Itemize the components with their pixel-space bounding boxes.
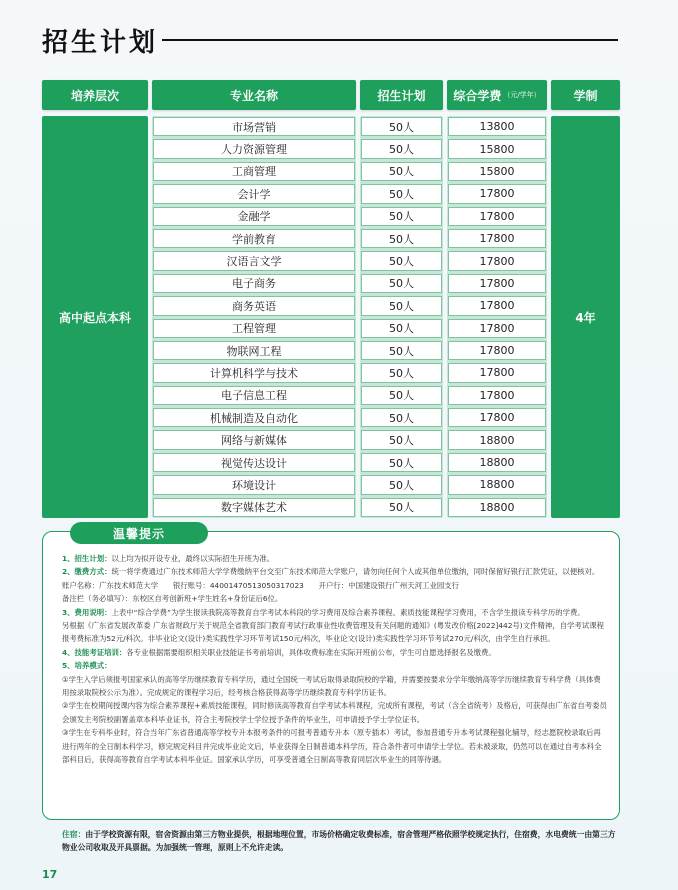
header-major: 专业名称 xyxy=(152,80,356,110)
plan-cell: 50人 xyxy=(361,117,442,136)
fee-cell: 18800 xyxy=(448,475,546,494)
plan-cell: 50人 xyxy=(361,229,442,248)
header-fee-unit: （元/学年） xyxy=(503,91,541,99)
accommodation-note-lead: 住宿： xyxy=(62,830,86,839)
plan-cell: 50人 xyxy=(361,274,442,293)
notice-item-head: 3、费用说明： xyxy=(62,607,112,617)
notice-item xyxy=(62,565,608,578)
plan-column xyxy=(360,116,443,518)
notice-item xyxy=(62,673,608,700)
fee-cell: 17800 xyxy=(448,251,546,270)
header-level: 培养层次 xyxy=(42,80,148,110)
notice-item xyxy=(62,592,608,605)
notice-item-text: 统一将学费通过广东技术师范大学学费缴纳平台交至广东技术师范大学账户，请勿向任何个人或其他单位缴纳，同时保留好银行汇款凭证，以便核对。 xyxy=(111,567,600,577)
fee-cell: 17800 xyxy=(448,229,546,248)
major-cell: 计算机科学与技术 xyxy=(153,363,355,382)
plan-cell: 50人 xyxy=(361,430,442,449)
plan-cell: 50人 xyxy=(361,296,442,315)
fee-cell: 17800 xyxy=(448,319,546,338)
fee-cell: 17800 xyxy=(448,274,546,293)
plan-cell: 50人 xyxy=(361,475,442,494)
notice-item-head: 4、技能考证培训： xyxy=(62,647,127,657)
title-divider xyxy=(162,39,618,41)
header-fee xyxy=(447,80,547,110)
notice-item-text: 上表中“综合学费”为学生报读我院高等教育自学考试本科段的学习费用及综合素养课程、素质技能课程学习费用，不含学生报读专科学历的学费。 xyxy=(111,607,585,617)
notice-item-head: 2、缴费方式： xyxy=(62,567,112,577)
notice-title: 温馨提示 xyxy=(70,522,208,544)
notice-item xyxy=(62,579,608,592)
plan-cell: 50人 xyxy=(361,319,442,338)
major-cell: 网络与新媒体 xyxy=(153,430,355,449)
accommodation-note xyxy=(62,828,622,854)
plan-cell: 50人 xyxy=(361,207,442,226)
notice-item-text: 各专业根据需要组织相关职业技能证书考前培训，具体收费标准在实际开班前公布，学生可自愿选择报名及缴费。 xyxy=(126,647,496,657)
plan-cell: 50人 xyxy=(361,408,442,427)
major-cell: 工商管理 xyxy=(153,162,355,181)
fee-cell: 17800 xyxy=(448,386,546,405)
major-cell: 物联网工程 xyxy=(153,341,355,360)
plan-cell: 50人 xyxy=(361,162,442,181)
major-cell: 电子商务 xyxy=(153,274,355,293)
notice-item xyxy=(62,659,608,672)
plan-cell: 50人 xyxy=(361,251,442,270)
major-cell: 会计学 xyxy=(153,184,355,203)
fee-cell: 17800 xyxy=(448,207,546,226)
notice-item xyxy=(62,619,608,646)
plan-cell: 50人 xyxy=(361,341,442,360)
notice-item xyxy=(62,726,608,766)
notice-item-text: 以上均为拟开设专业，最终以实际招生开班为准。 xyxy=(111,554,275,563)
major-cell: 环境设计 xyxy=(153,475,355,494)
plan-cell: 50人 xyxy=(361,498,442,517)
fee-cell: 18800 xyxy=(448,498,546,517)
major-cell: 金融学 xyxy=(153,207,355,226)
major-cell: 电子信息工程 xyxy=(153,386,355,405)
notice-item-text: ②学生在校期间授课内容为综合素养课程+素质技能课程，同时修读高等教育自学考试本科课程，完成所有课程，考试（含全省统考）及格后，可获得由广东省自考委员会颁发主考院校副署盖章本科毕业证书，符合主考院校学士学位授予条件的毕业生，可申请授予学士学位证书。 xyxy=(62,701,607,724)
fee-cell: 13800 xyxy=(448,117,546,136)
major-cell: 商务英语 xyxy=(153,296,355,315)
enrollment-table xyxy=(42,80,620,518)
header-plan: 招生计划 xyxy=(360,80,443,110)
notice-item-text: 账户名称：广东技术师范大学 银行账号：44001470513050317023 开户行：中国建设银行广州天河工业园支行 xyxy=(62,580,460,590)
major-cell: 工程管理 xyxy=(153,319,355,338)
page-title: 招生计划 xyxy=(42,28,159,58)
fee-cell: 17800 xyxy=(448,296,546,315)
major-cell: 机械制造及自动化 xyxy=(153,408,355,427)
plan-cell: 50人 xyxy=(361,363,442,382)
notice-item-head: 5、培养模式： xyxy=(62,661,112,671)
notice-body xyxy=(62,552,608,767)
accommodation-note-text: 由于学校资源有限，宿舍资源由第三方物业提供，根据地理位置，市场价格确定收费标准，宿舍管理严格依照学校规定执行，住宿费，水电费统一由第三方物业公司收取及开具票据。为加强统一管理，原则上不允许走读。 xyxy=(62,830,616,852)
fee-cell: 15800 xyxy=(448,139,546,158)
fee-cell: 17800 xyxy=(448,184,546,203)
major-cell: 数字媒体艺术 xyxy=(153,498,355,517)
notice-item xyxy=(62,646,608,659)
fee-cell: 18800 xyxy=(448,430,546,449)
fee-cell: 17800 xyxy=(448,408,546,427)
fee-column xyxy=(447,116,547,518)
notice-item xyxy=(62,699,608,726)
notice-item-text: ①学生入学后须报考国家承认的高等学历继续教育专科学历，通过全国统一考试后取得录取院校的学籍，并需要按要求分学年缴纳高等学历继续教育专科学费（具体费用按录取院校公示为准）。完成规定的课程学习后，经考核合格获得高等学历继续教育专科学历证书。 xyxy=(62,674,601,698)
header-fee-label: 综合学费 xyxy=(453,88,502,103)
fee-cell: 17800 xyxy=(448,341,546,360)
fee-cell: 15800 xyxy=(448,162,546,181)
fee-cell: 18800 xyxy=(448,453,546,472)
page-number: 17 xyxy=(42,868,58,881)
major-cell: 学前教育 xyxy=(153,229,355,248)
header-duration: 学制 xyxy=(551,80,620,110)
notice-item-text: 备注栏（务必填写）：东校区自考创新班+学生姓名+身份证后6位。 xyxy=(62,594,283,604)
plan-cell: 50人 xyxy=(361,386,442,405)
major-cell: 市场营销 xyxy=(153,117,355,136)
plan-cell: 50人 xyxy=(361,453,442,472)
level-cell: 高中起点本科 xyxy=(42,116,148,518)
major-cell: 人力资源管理 xyxy=(153,139,355,158)
notice-item-head: 1、招生计划： xyxy=(62,554,112,563)
major-column xyxy=(152,116,356,518)
notice-item xyxy=(62,606,608,619)
major-cell: 汉语言文学 xyxy=(153,251,355,270)
plan-cell: 50人 xyxy=(361,184,442,203)
duration-cell: 4年 xyxy=(551,116,620,518)
notice-item xyxy=(62,552,608,565)
notice-item-text: ③学生在专科毕业时，符合当年广东省普通高等学校专升本报考条件的可报考普通专升本（原专插本）考试，参加普通专升本考试课程强化辅导，经志愿院校录取后再进行两年的全日制本科学习，修完规定科目并完成毕业论文后，毕业获得全日制普通本科学历，符合条件者可申请学士学位。若未被录取，仍然可以在通过自考本科全部科目后，获得高等教育自学考试本科毕业证。国家承认学历，可享受普通全日制高等教育同层次毕业生的同等待遇。 xyxy=(62,728,602,765)
plan-cell: 50人 xyxy=(361,139,442,158)
major-cell: 视觉传达设计 xyxy=(153,453,355,472)
fee-cell: 17800 xyxy=(448,363,546,382)
notice-item-text: 另根据《广东省发展改革委 广东省财政厅关于规范全省教育部门教育考试行政事业性收费管理及有关问题的通知》(粤发改价格[2022]442号)文件精神，自学考试课程报考费标准为52元/科次。非毕业论文(设计)类实践性学习环节考试150元/科次，毕业论文(设计)类实践性学习环节考试270元/科次，由学生自行承担。 xyxy=(62,621,604,644)
